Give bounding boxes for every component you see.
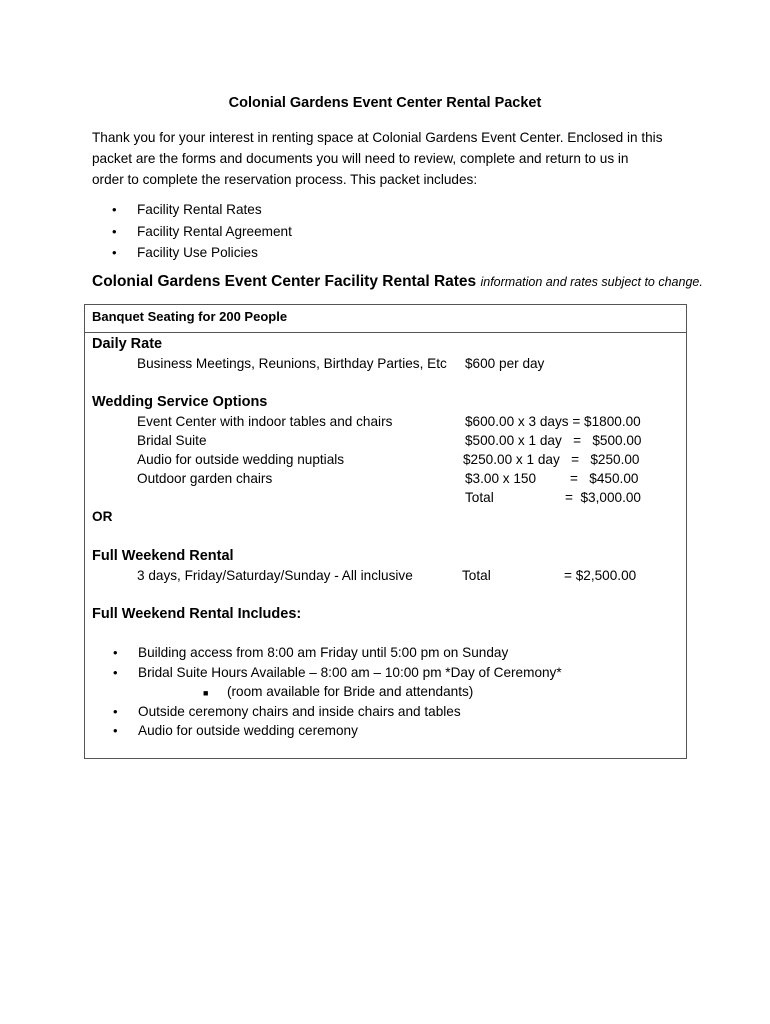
wedding-total-value: = $3,000.00 [565, 490, 641, 505]
square-bullet-icon: ■ [203, 688, 209, 698]
wedding-item-label: Audio for outside wedding nuptials [137, 452, 345, 467]
wedding-item-calc: $3.00 x 150 = $450.00 [465, 471, 639, 486]
list-sub-item: ■ (room available for Bride and attendants) [203, 684, 474, 699]
daily-rate-price: $600 per day [465, 356, 545, 371]
daily-rate-description: Business Meetings, Reunions, Birthday Parties, Etc [137, 356, 447, 371]
weekend-total-value: = $2,500.00 [564, 568, 637, 583]
rates-table [84, 304, 687, 759]
wedding-item-label: Outdoor garden chairs [137, 471, 273, 486]
list-item: • Building access from 8:00 am Friday until 5:00 pm on Sunday [113, 645, 509, 660]
list-item: • Bridal Suite Hours Available – 8:00 am – 10:00 pm *Day of Ceremony* [113, 665, 562, 680]
bullet-icon: • [112, 245, 117, 261]
wedding-total-label: Total [465, 490, 494, 505]
intro-line: order to complete the reservation process. This packet includes: [92, 172, 478, 187]
wedding-heading: Wedding Service Options [92, 394, 268, 410]
wedding-item-calc: $250.00 x 1 day = $250.00 [463, 452, 640, 467]
bullet-icon: • [113, 704, 118, 719]
rates-heading: Colonial Gardens Event Center Facility Rental Rates information and rates subject to change. [92, 273, 703, 290]
wedding-item-calc: $600.00 x 3 days = $1800.00 [465, 414, 641, 429]
page-title: Colonial Gardens Event Center Rental Packet [228, 95, 542, 111]
list-item: • Audio for outside wedding ceremony [113, 723, 358, 738]
list-item: • Facility Rental Rates [112, 202, 262, 218]
bullet-icon: • [112, 223, 117, 239]
weekend-heading: Full Weekend Rental [92, 548, 234, 564]
daily-rate-heading: Daily Rate [92, 336, 163, 352]
bullet-icon: • [113, 723, 118, 738]
intro-paragraph [92, 127, 692, 190]
intro-line: packet are the forms and documents you will need to review, complete and return to us in [92, 151, 629, 166]
or-label: OR [92, 509, 113, 524]
bullet-icon: • [113, 665, 118, 680]
list-item: • Outside ceremony chairs and inside chairs and tables [113, 704, 461, 719]
list-item: • Facility Use Policies [112, 245, 258, 261]
weekend-description: 3 days, Friday/Saturday/Sunday - All inclusive [137, 568, 413, 583]
list-item: • Facility Rental Agreement [112, 223, 292, 239]
bullet-icon: • [112, 202, 117, 218]
wedding-item-label: Bridal Suite [137, 433, 207, 448]
includes-heading: Full Weekend Rental Includes: [92, 606, 302, 622]
intro-line: Thank you for your interest in renting space at Colonial Gardens Event Center. Enclosed in this [92, 130, 663, 145]
weekend-total-label: Total [462, 568, 491, 583]
wedding-item-label: Event Center with indoor tables and chairs [137, 414, 393, 429]
table-header: Banquet Seating for 200 People [85, 305, 686, 333]
rates-note: information and rates subject to change. [480, 275, 703, 289]
bullet-icon: • [113, 645, 118, 660]
wedding-item-calc: $500.00 x 1 day = $500.00 [465, 433, 642, 448]
packet-items-list [112, 199, 292, 264]
